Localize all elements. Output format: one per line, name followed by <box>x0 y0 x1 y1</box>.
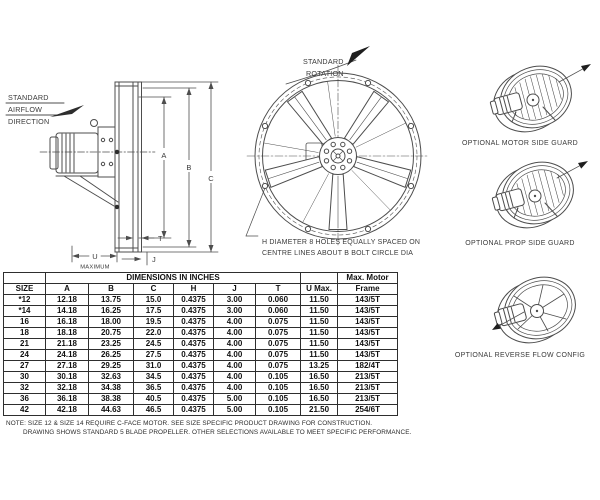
table-cell: 0.075 <box>256 328 301 339</box>
table-cell: 0.4375 <box>174 317 214 328</box>
hole-note-line1: H DIAMETER 8 HOLES EQUALLY SPACED ON <box>262 239 421 246</box>
table-cell: 17.5 <box>134 306 174 317</box>
table-cell: 0.075 <box>256 317 301 328</box>
dim-label-u: U <box>92 252 98 261</box>
table-cell: 213/5T <box>338 372 398 383</box>
table-cell: 143/5T <box>338 306 398 317</box>
side-view-drawing <box>6 82 218 271</box>
table-row <box>4 383 398 394</box>
rotation-arrow-icon <box>347 46 370 66</box>
table-cell: 4.00 <box>214 361 256 372</box>
table-cell: 11.50 <box>301 306 338 317</box>
table-cell: 0.4375 <box>174 350 214 361</box>
rotation-label-line1: STANDARD <box>303 57 344 66</box>
table-cell: 36 <box>4 394 46 405</box>
table-cell: 11.50 <box>301 295 338 306</box>
table-cell: 27.5 <box>134 350 174 361</box>
table-cell: 0.105 <box>256 405 301 416</box>
dimension-u <box>72 246 117 271</box>
table-cell: 29.25 <box>89 361 134 372</box>
table-cell: 0.4375 <box>174 295 214 306</box>
motor-frame-header-top: Max. Motor <box>338 273 398 284</box>
table-cell: 16.25 <box>89 306 134 317</box>
table-cell: 15.0 <box>134 295 174 306</box>
table-cell: 0.075 <box>256 339 301 350</box>
table-title: DIMENSIONS IN INCHES <box>46 273 301 284</box>
table-cell: 21.50 <box>301 405 338 416</box>
table-cell: 16 <box>4 317 46 328</box>
table-cell: 11.50 <box>301 328 338 339</box>
table-cell: 32 <box>4 383 46 394</box>
table-cell: 0.4375 <box>174 405 214 416</box>
table-cell: 0.075 <box>256 361 301 372</box>
rotation-label-line2: ROTATION <box>306 69 344 78</box>
table-cell: 32.18 <box>46 383 89 394</box>
table-header-row-2 <box>4 284 398 295</box>
optional-motor-side-guard-figure <box>485 56 591 141</box>
table-cell: 143/5T <box>338 295 398 306</box>
table-cell: 4.00 <box>214 350 256 361</box>
table-cell: 22.0 <box>134 328 174 339</box>
dimension-t <box>118 234 163 243</box>
table-cell: 44.63 <box>89 405 134 416</box>
airflow-label-line2: AIRFLOW <box>8 105 43 114</box>
table-cell: 0.075 <box>256 350 301 361</box>
table-cell: 16.18 <box>46 317 89 328</box>
table-cell: 0.4375 <box>174 328 214 339</box>
table-cell: 0.105 <box>256 372 301 383</box>
dimensions-table <box>3 272 398 416</box>
table-empty-header-cell <box>301 273 338 284</box>
table-cell: *14 <box>4 306 46 317</box>
table-cell: 30 <box>4 372 46 383</box>
table-cell: 21 <box>4 339 46 350</box>
table-cell: 0.4375 <box>174 361 214 372</box>
table-cell: 12.18 <box>46 295 89 306</box>
table-row <box>4 350 398 361</box>
dim-label-t: T <box>158 234 163 243</box>
dim-label-a: A <box>161 151 167 160</box>
optional-reverse-flow-figure <box>489 267 584 352</box>
dim-label-j: J <box>152 255 156 264</box>
caption-reverse-flow-config: OPTIONAL REVERSE FLOW CONFIG <box>454 352 586 359</box>
table-cell: 0.4375 <box>174 306 214 317</box>
table-cell: 4.00 <box>214 339 256 350</box>
table-cell: 143/5T <box>338 350 398 361</box>
hub-figure <box>320 138 357 175</box>
table-cell: 11.50 <box>301 317 338 328</box>
table-row <box>4 328 398 339</box>
motor-frame-header-bottom: Frame <box>338 284 398 295</box>
table-cell: 0.105 <box>256 394 301 405</box>
table-cell: 0.060 <box>256 306 301 317</box>
table-cell: 4.00 <box>214 383 256 394</box>
maximum-label: MAXIMUM <box>80 264 110 271</box>
dimension-a <box>139 97 171 238</box>
col-header-c: C <box>134 284 174 295</box>
table-cell: 254/6T <box>338 405 398 416</box>
table-cell: 16.50 <box>301 394 338 405</box>
table-cell: 3.00 <box>214 306 256 317</box>
table-cell: 23.25 <box>89 339 134 350</box>
table-cell: 0.4375 <box>174 339 214 350</box>
table-cell: 143/5T <box>338 328 398 339</box>
table-cell: 26.25 <box>89 350 134 361</box>
table-cell: 0.4375 <box>174 372 214 383</box>
note-line-2: DRAWING SHOWS STANDARD 5 BLADE PROPELLER. OTHER SELECTIONS AVAILABLE TO MEET SPECIFIC PERFORMANCE. <box>23 429 412 436</box>
table-cell: 34.38 <box>89 383 134 394</box>
table-cell: 5.00 <box>214 394 256 405</box>
table-row <box>4 372 398 383</box>
table-row <box>4 317 398 328</box>
table-row <box>4 361 398 372</box>
table-cell: 0.105 <box>256 383 301 394</box>
table-cell: 16.50 <box>301 372 338 383</box>
table-row <box>4 306 398 317</box>
table-cell: 18.18 <box>46 328 89 339</box>
table-cell: 34.5 <box>134 372 174 383</box>
table-cell: 42 <box>4 405 46 416</box>
table-row <box>4 339 398 350</box>
dim-label-b: B <box>186 163 192 172</box>
table-cell: 5.00 <box>214 405 256 416</box>
front-view-drawing <box>246 46 429 257</box>
col-header-t: T <box>256 284 301 295</box>
table-cell: 30.18 <box>46 372 89 383</box>
col-header-u-max: U Max. <box>301 284 338 295</box>
table-header-row-1 <box>4 273 398 284</box>
airflow-label-line1: STANDARD <box>8 93 49 102</box>
table-cell: 182/4T <box>338 361 398 372</box>
table-cell: 46.5 <box>134 405 174 416</box>
table-cell: 18.00 <box>89 317 134 328</box>
table-cell: 13.75 <box>89 295 134 306</box>
table-cell: 20.75 <box>89 328 134 339</box>
table-cell: 0.4375 <box>174 394 214 405</box>
table-cell: 27 <box>4 361 46 372</box>
table-cell: 24.18 <box>46 350 89 361</box>
table-cell: *12 <box>4 295 46 306</box>
table-cell: 40.5 <box>134 394 174 405</box>
table-cell: 19.5 <box>134 317 174 328</box>
table-cell: 14.18 <box>46 306 89 317</box>
table-cell: 36.5 <box>134 383 174 394</box>
table-cell: 11.50 <box>301 350 338 361</box>
dimensions-table-body <box>4 295 398 416</box>
caption-motor-side-guard: OPTIONAL MOTOR SIDE GUARD <box>461 140 578 147</box>
table-cell: 31.0 <box>134 361 174 372</box>
table-cell: 213/5T <box>338 383 398 394</box>
table-row <box>4 295 398 306</box>
optional-prop-side-guard-figure <box>487 152 588 237</box>
table-cell: 0.4375 <box>174 383 214 394</box>
dimension-c <box>142 82 218 252</box>
table-cell: 143/5T <box>338 339 398 350</box>
option2-arrow-icon <box>578 161 588 169</box>
table-cell: 32.63 <box>89 372 134 383</box>
col-header-b: B <box>89 284 134 295</box>
note-line-1: NOTE: SIZE 12 & SIZE 14 REQUIRE C-FACE MOTOR. SEE SIZE SPECIFIC PRODUCT DRAWING FOR CONSTRUCTION. <box>6 420 373 427</box>
table-cell: 213/5T <box>338 394 398 405</box>
col-header-h: H <box>174 284 214 295</box>
col-header-j: J <box>214 284 256 295</box>
table-cell: 27.18 <box>46 361 89 372</box>
table-cell: 3.00 <box>214 295 256 306</box>
table-cell: 143/5T <box>338 317 398 328</box>
motor-figure <box>50 120 115 178</box>
table-cell: 4.00 <box>214 372 256 383</box>
table-cell: 4.00 <box>214 328 256 339</box>
table-cell: 16.50 <box>301 383 338 394</box>
table-row <box>4 405 398 416</box>
table-cell: 18 <box>4 328 46 339</box>
col-header-a: A <box>46 284 89 295</box>
option1-arrow-icon <box>581 64 591 72</box>
table-cell: 21.18 <box>46 339 89 350</box>
motor-bracket-figure <box>56 150 119 209</box>
dimension-b <box>143 88 196 247</box>
table-cell: 36.18 <box>46 394 89 405</box>
table-cell: 42.18 <box>46 405 89 416</box>
airflow-label-line3: DIRECTION <box>8 117 50 126</box>
table-cell: 11.50 <box>301 339 338 350</box>
dimension-j <box>122 252 156 265</box>
footnotes <box>6 419 411 437</box>
table-corner-cell <box>4 273 46 284</box>
table-cell: 0.060 <box>256 295 301 306</box>
table-cell: 24.5 <box>134 339 174 350</box>
table-cell: 38.38 <box>89 394 134 405</box>
table-cell: 24 <box>4 350 46 361</box>
col-header-size: SIZE <box>4 284 46 295</box>
table-cell: 4.00 <box>214 317 256 328</box>
dim-label-c: C <box>208 174 214 183</box>
table-cell: 13.25 <box>301 361 338 372</box>
table-row <box>4 394 398 405</box>
hole-note-line2: CENTRE LINES ABOUT B BOLT CIRCLE DIA <box>262 250 414 257</box>
caption-prop-side-guard: OPTIONAL PROP SIDE GUARD <box>465 240 575 247</box>
